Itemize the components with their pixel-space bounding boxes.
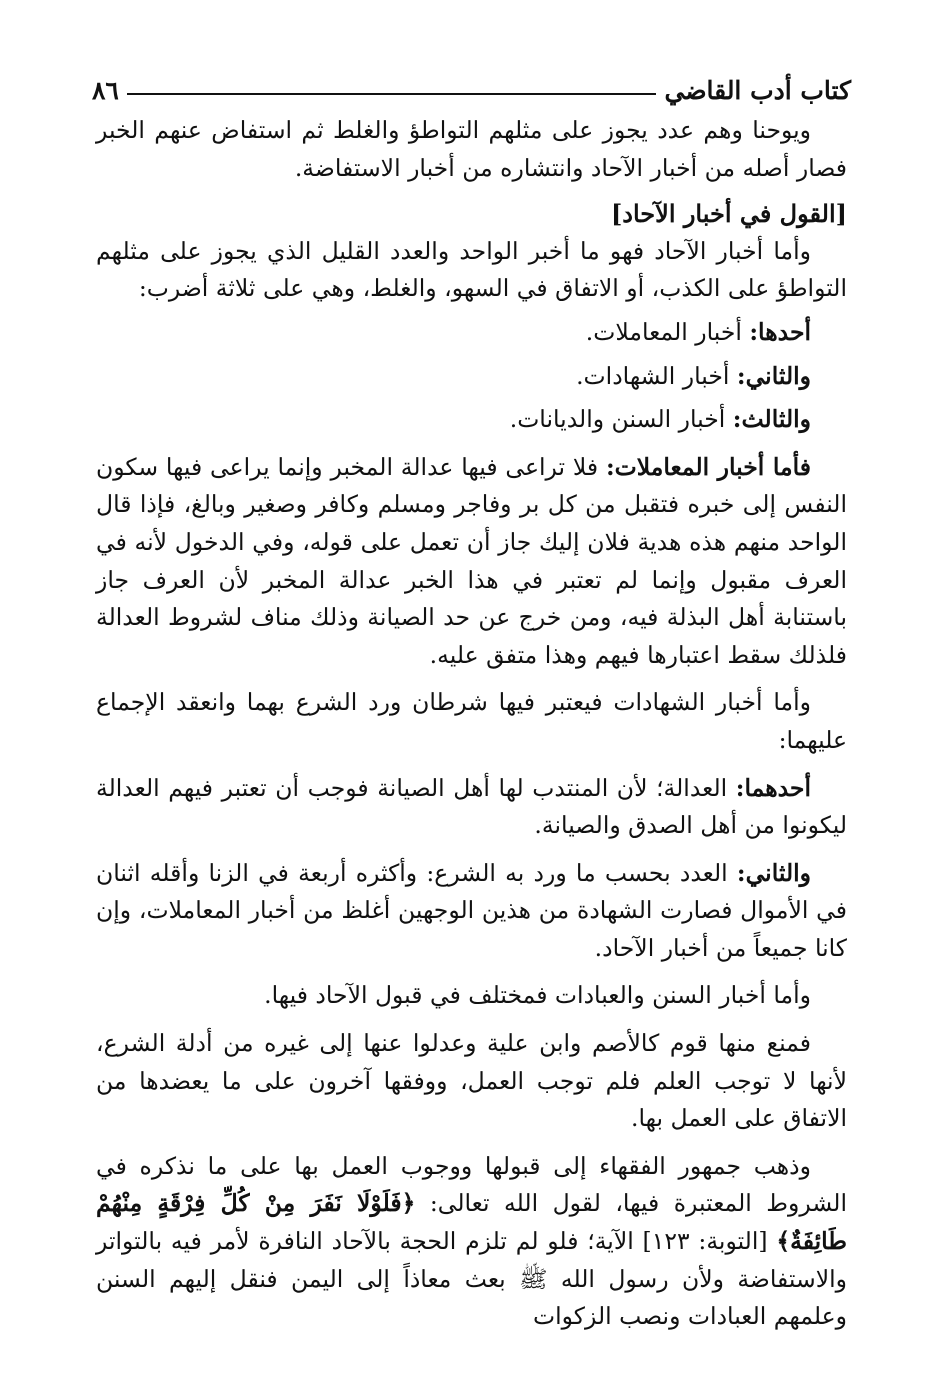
quran-verse: ﴿فَلَوْلَا نَفَرَ مِنْ كُلِّ فِرْقَةٍ مِنْهُمْ طَائِفَةٌ﴾ — [96, 1189, 848, 1256]
list-item — [96, 358, 847, 396]
section-heading: [القول في أخبار الآحاد] — [610, 199, 847, 229]
paragraph — [96, 855, 847, 968]
item-lead: والثالث: — [732, 405, 811, 434]
item-text: أخبار السنن والديانات. — [509, 405, 733, 434]
page-header — [92, 72, 851, 108]
paragraph-text: العدالة؛ لأن المنتدب لها أهل الصيانة فوجب أن تعتبر فيهم العدالة ليكونوا من أهل الصدق والصيانة. — [96, 773, 847, 840]
list-item — [96, 314, 847, 352]
paragraph: وأما أخبار السنن والعبادات فمختلف في قبول الآحاد فيها. — [264, 981, 811, 1010]
item-text: أخبار المعاملات. — [585, 317, 750, 346]
paragraph: وأما أخبار الآحاد فهو ما أخبر الواحد والعدد القليل الذي يجوز على مثلهم التواطؤ على الكذب، أو الاتفاق في السهو، والغلط، وهي على ثلاثة أضرب: — [96, 236, 847, 303]
paragraph: ويوحنا وهم عدد يجوز على مثلهم التواطؤ والغلط ثم استفاض عنهم الخبر فصار أصله من أخبار الآحاد وانتشاره من أخبار الاستفاضة. — [96, 116, 847, 182]
paragraph: وأما أخبار الشهادات فيعتبر فيها شرطان ورد الشرع بهما وانعقد الإجماع عليهما: — [96, 688, 847, 754]
paragraph-lead: أحدهما: — [735, 773, 811, 802]
paragraph-lead: فأما أخبار المعاملات: — [605, 452, 811, 481]
page-number: ٨٦ — [92, 75, 119, 105]
item-lead: والثاني: — [736, 361, 811, 390]
header-rule — [127, 93, 657, 95]
paragraph-text: [التوبة: ١٢٣] الآية؛ فلو لم تلزم الحجة بالآحاد النافرة لأمر فيه بالتواتر والاستفاضة ولأن رسول الله ﷺ بعث معاذاً إلى اليمن فنقل إليهم السنن وعلمهم العبادات ونصب الزكوات — [96, 1227, 847, 1331]
paragraph — [96, 770, 847, 845]
list-item — [96, 401, 847, 439]
paragraph: فمنع منها قوم كالأصم وابن علية وعدلوا عنها إلى غيره من أدلة الشرع، لأنها لا توجب العلم فلم توجب العمل، ووفقها آخرون على ما يعضدها من الاتفاق على العمل بها. — [96, 1029, 847, 1133]
book-title: كتاب أدب القاضي — [664, 75, 851, 105]
item-text: أخبار الشهادات. — [576, 361, 737, 390]
paragraph-lead: والثاني: — [736, 858, 811, 887]
paragraph-text: العدد بحسب ما ورد به الشرع: وأكثره أربعة في الزنا وأقله اثنان في الأموال فصارت الشهادة من هذين الوجهين أغلظ من أخبار المعاملات، وإن كانا جميعاً من أخبار الآحاد. — [96, 858, 847, 962]
paragraph — [96, 449, 847, 675]
item-lead: أحدها: — [749, 317, 811, 346]
paragraph — [96, 1148, 847, 1336]
page-body — [96, 112, 847, 1336]
paragraph-text: وذهب جمهور الفقهاء إلى قبولها ووجوب العمل بها على ما نذكره في الشروط المعتبرة فيها، لقول الله تعالى: — [96, 1151, 847, 1218]
paragraph-text: فلا تراعى فيها عدالة المخبر وإنما يراعى فيها سكون النفس إلى خبره فتقبل من كل بر وفاجر ومسلم وكافر وصغير وبالغ، فإذا قال الواحد منهم هذه هدية فلان إليك جاز أن تعمل على قوله، وفي الدخول لأنه في العرف مقبول وإنما لم تعتبر في هذا الخبر عدالة المخبر لأن العرف جاز باستنابة أهل البذلة فيه، ومن خرج عن حد الصيانة وذلك مناف لشروط العدالة فلذلك سقط اعتبارها فيهم وهذا متفق عليه. — [96, 452, 847, 669]
